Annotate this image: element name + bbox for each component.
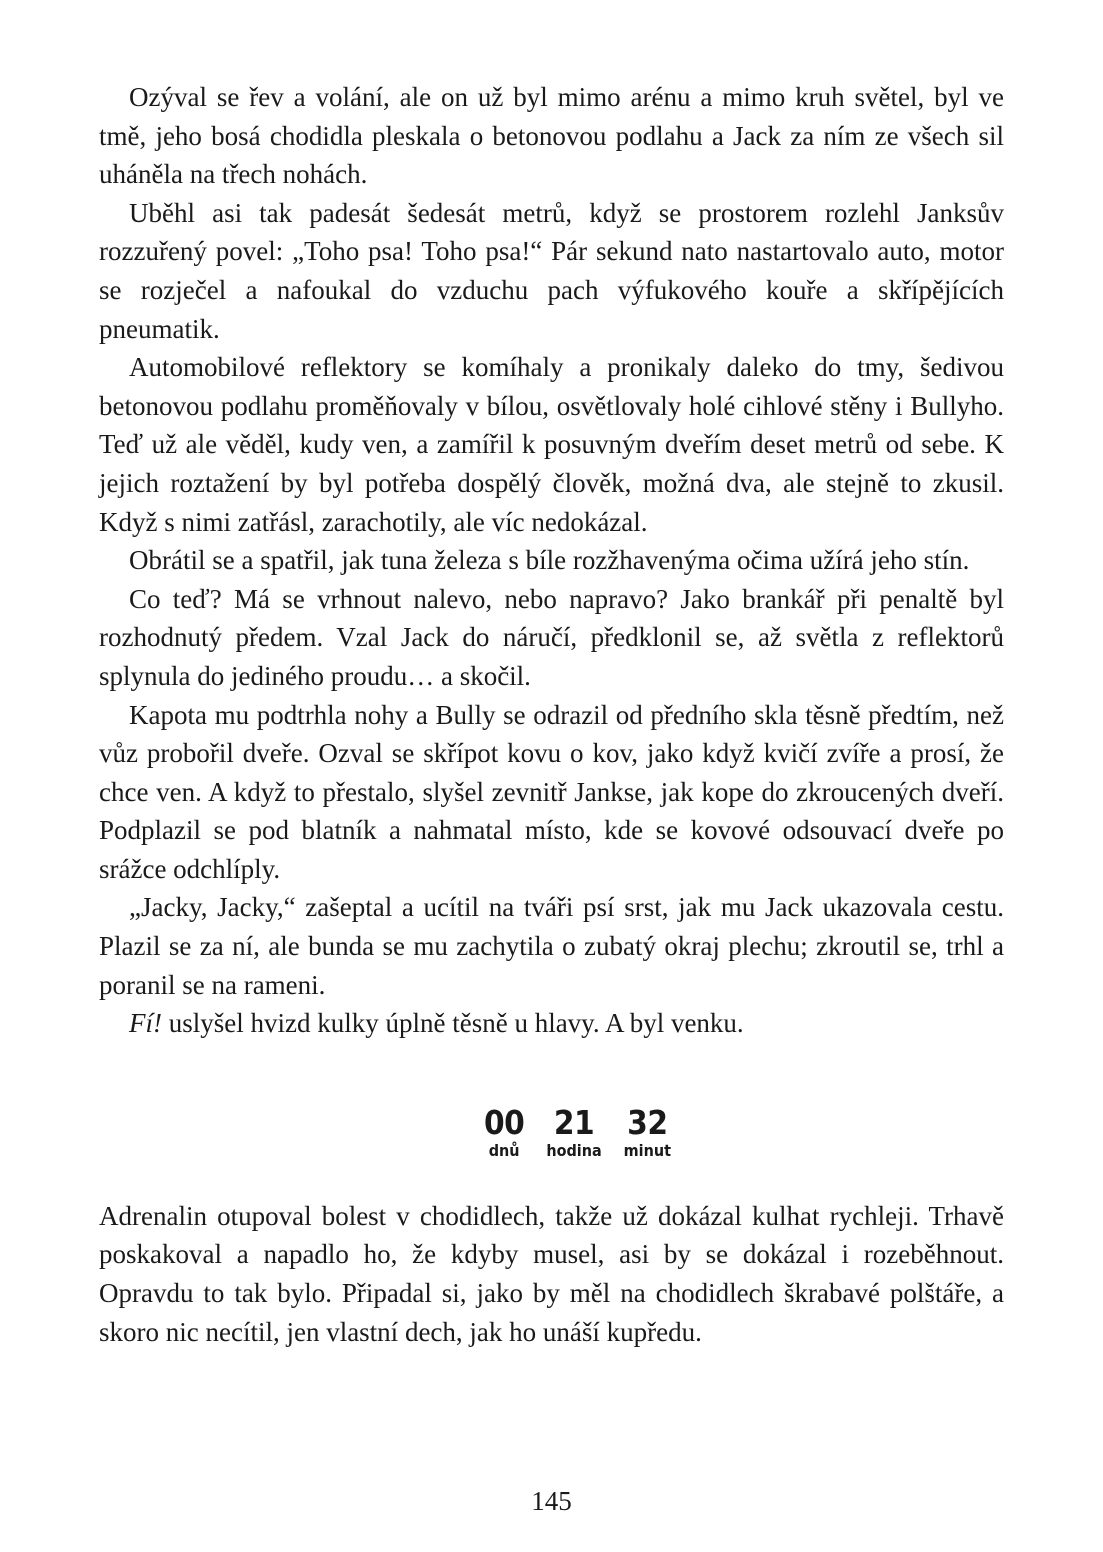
page-content	[99, 78, 1004, 1351]
countdown-hours	[546, 1102, 602, 1161]
section-two	[99, 1197, 1004, 1351]
emphasis-text: Fí!	[129, 1008, 162, 1039]
paragraph: Uběhl asi tak padesát šedesát metrů, když se prostorem rozlehl Janksův rozzuřený povel: „Toho psa! Toho psa!“ Pár sekund nato nastartovalo auto, motor se rozječel a nafoukal do vzduchu pach výfukového kouře a skřípějících pneumatik.	[99, 197, 1004, 344]
paragraph: Adrenalin otupoval bolest v chodidlech, takže už dokázal kulhat rychleji. Trhavě poskakoval a napadlo ho, že kdyby musel, asi by se dokázal i rozeběhnout. Opravdu to tak bylo. Připadal si, jako by měl na chodidlech škrabavé polštáře, a skoro nic necítil, jen vlastní dech, jak ho unáší kupředu.	[99, 1200, 1004, 1347]
countdown-minutes	[623, 1102, 671, 1161]
countdown-timer	[151, 1102, 1004, 1161]
paragraph-last	[99, 1004, 1004, 1043]
countdown-minutes-value: 32	[627, 1102, 668, 1142]
countdown-days-label: dnů	[488, 1140, 520, 1160]
countdown-minutes-label: minut	[623, 1140, 671, 1160]
paragraph: Ozýval se řev a volání, ale on už byl mimo arénu a mimo kruh světel, byl ve tmě, jeho bosá chodidla pleskala o betonovou podlahu a Jack za ním ze všech sil uháněla na třech nohách.	[99, 82, 1004, 190]
countdown-hours-value: 21	[553, 1102, 595, 1142]
paragraph: Obrátil se a spatřil, jak tuna železa s bíle rozžhavenýma očima užírá jeho stín.	[129, 545, 970, 576]
countdown-days	[484, 1102, 525, 1161]
paragraph: „Jacky, Jacky,“ zašeptal a ucítil na tváři psí srst, jak mu Jack ukazovala cestu. Plazil se za ní, ale bunda se mu zachytila o zubatý okraj plechu; zkroutil se, trhl a poranil se na rameni.	[99, 892, 1004, 1000]
paragraph: Automobilové reflektory se komíhaly a pronikaly daleko do tmy, šedivou betonovou podlahu proměňovaly v bílou, osvětlovaly holé cihlové stěny i Bullyho. Teď už ale věděl, kudy ven, a zamířil k posuvným dveřím deset metrů od sebe. K jejich roztažení by byl potřeba dospělý člověk, možná dva, ale stejně to zkusil. Když s nimi zatřásl, zarachotily, ale víc nedokázal.	[99, 352, 1004, 537]
page-number: 145	[531, 1486, 572, 1516]
countdown-hours-label: hodina	[546, 1140, 602, 1160]
paragraph-last-text: uslyšel hvizd kulky úplně těsně u hlavy. A byl venku.	[162, 1008, 744, 1039]
section-one	[99, 78, 1004, 1043]
countdown-days-value: 00	[484, 1102, 525, 1142]
paragraph: Co teď? Má se vrhnout nalevo, nebo napravo? Jako brankář při penaltě byl rozhodnutý předem. Vzal Jack do náručí, předklonil se, až světla z reflektorů splynula do jediného proudu… a skočil.	[99, 583, 1004, 691]
paragraph: Kapota mu podtrhla nohy a Bully se odrazil od předního skla těsně předtím, než vůz probořil dveře. Ozval se skřípot kovu o kov, jako když kvičí zvíře a prosí, že chce ven. A když to přestalo, slyšel zevnitř Jankse, jak kope do zkroucených dveří. Podplazil se pod blatník a nahmatal místo, kde se kovové odsouvací dveře po srážce odchlíply.	[99, 699, 1004, 884]
